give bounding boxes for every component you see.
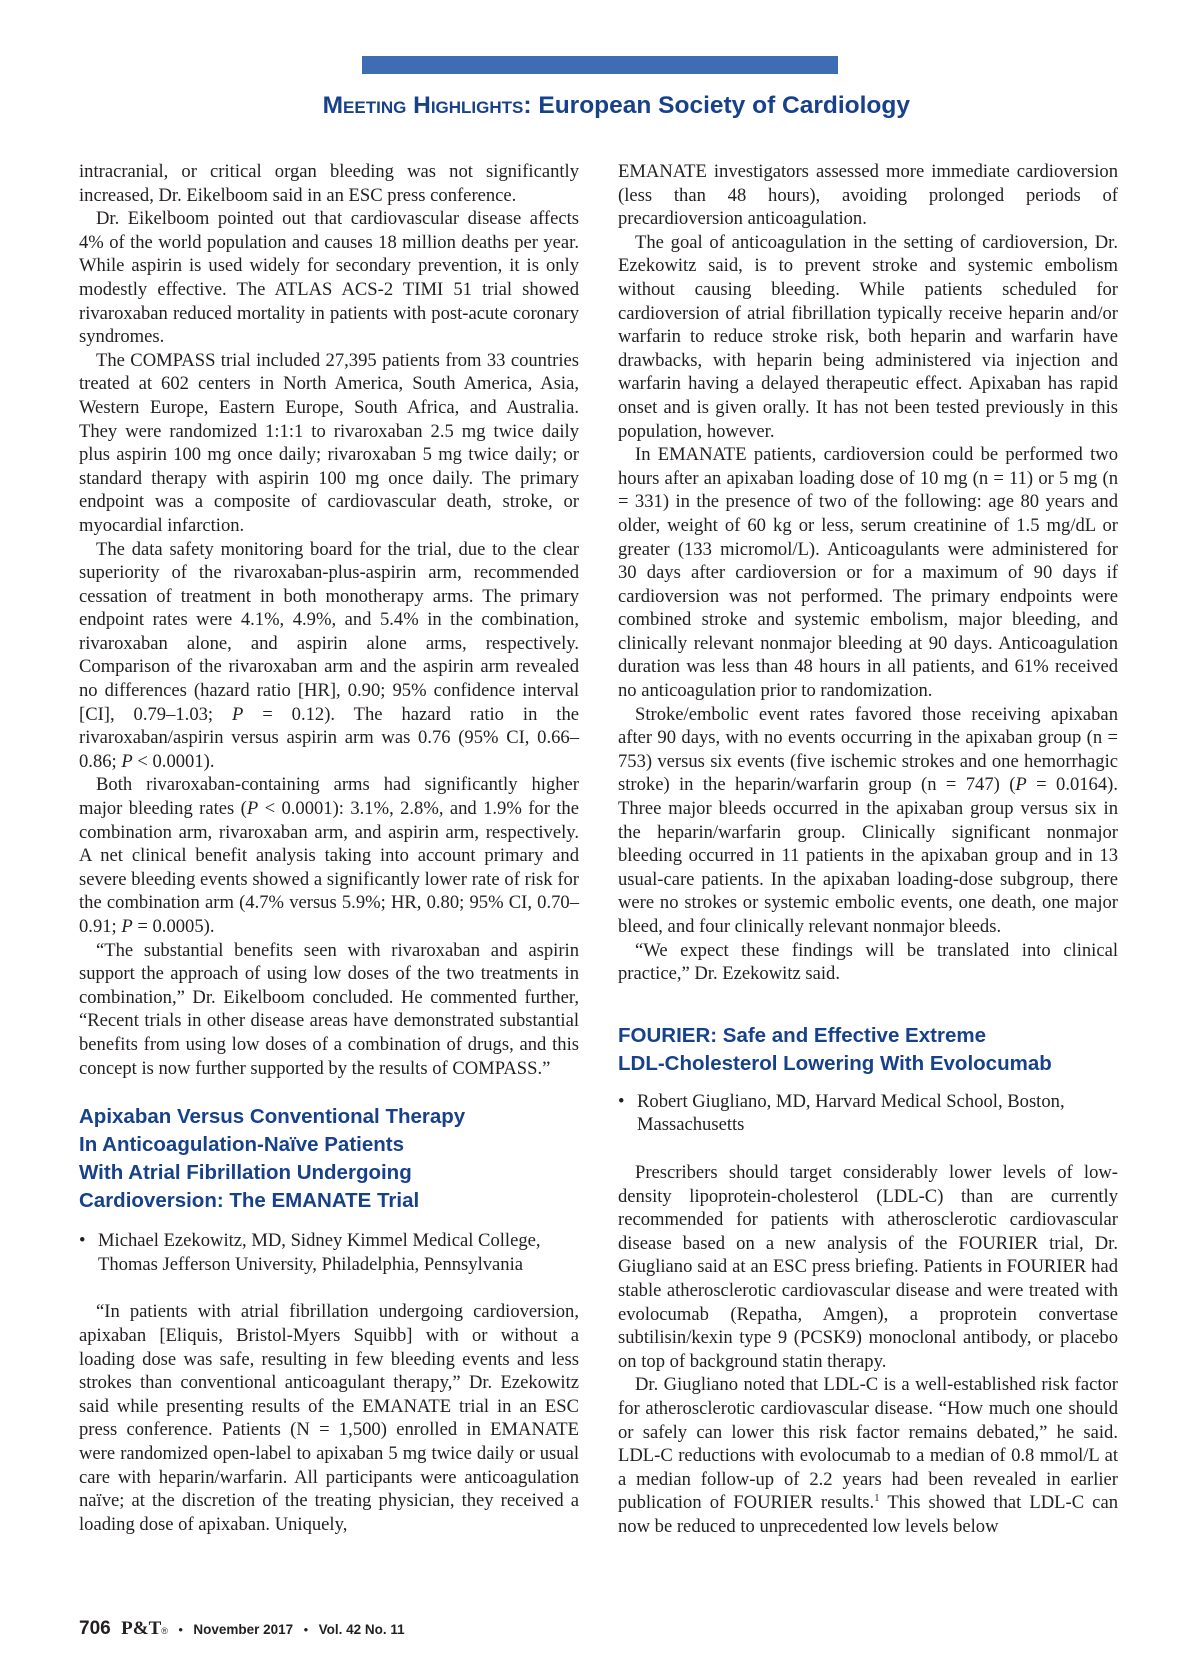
reference-superscript: 1 [874, 1492, 880, 1505]
left-paragraph-4 [79, 538, 579, 774]
left-paragraph-5 [79, 773, 579, 938]
heading-line: Cardioversion: The EMANATE Trial [79, 1189, 420, 1213]
right-paragraph-5: “We expect these findings will be translated into clinical practice,” Dr. Ezekowitz said. [618, 939, 1118, 985]
text-run: Stroke/embolic event rates favored those receiving apixaban after 90 days, with no events occurring in the apixaban group (n = 753) versus six events (five ischemic strokes and one hemorrhagic stroke) in the heparin/warfarin group (n = 747) ( [618, 703, 1118, 796]
text-run: = 0.12). The hazard ratio in the rivaroxaban/aspirin versus aspirin arm was 0.76 (95% CI, 0.66–0.86; [79, 703, 579, 772]
author-text: Michael Ezekowitz, MD, Sidney Kimmel Medical College, Thomas Jefferson University, Philadelphia, Pennsylvania [98, 1230, 541, 1275]
footer-bullet-icon: • [303, 1622, 309, 1637]
emanate-heading [79, 1103, 579, 1215]
left-column [79, 160, 579, 1536]
right-paragraph-1: EMANATE investigators assessed more immediate cardioversion (less than 48 hours), avoiding prolonged periods of precardioversion anticoagulation. [618, 161, 1118, 230]
left-paragraph-2: Dr. Eikelboom pointed out that cardiovascular disease affects 4% of the world population and causes 18 million deaths per year. While aspirin is used widely for secondary prevention, it is only modestly effective. The ATLAS ACS-2 TIMI 51 trial showed rivaroxaban reduced mortality in patients with post-acute coronary syndromes. [79, 208, 579, 348]
left-paragraph-6: “The substantial benefits seen with rivaroxaban and aspirin support the approach of using low doses of the two treatments in combination,” Dr. Eikelboom concluded. He commented further, “Recent trials in other disease areas have demonstrated substantial benefits from using low doses of a combination of drugs, and this concept is now further supported by the results of COMPASS.” [79, 939, 579, 1079]
p-value-symbol: P [232, 703, 244, 725]
right-column [618, 160, 1118, 1538]
p-value-symbol: P [121, 916, 133, 937]
text-run: = 0.0164). Three major bleeds occurred in the apixaban group versus six in the heparin/warfarin group. Clinically significant nonmajor bleeding occurred in 11 patients in the apixaban group and in 13 usual-care patients. In the apixaban loading-dose subgroup, there were no strokes or systemic embolic events, one death, one major bleed, and four clinically relevant nonmajor bleeds. [618, 774, 1118, 937]
text-run: = 0.0005). [132, 916, 215, 937]
heading-line: With Atrial Fibrillation Undergoing [79, 1161, 412, 1185]
text-run: Both rivaroxaban-containing arms had significantly higher major bleeding rates ( [79, 774, 579, 820]
header-rest: European Society of Cardiology [531, 92, 910, 119]
header-lead: Meeting Highlights [322, 92, 524, 119]
page-number: 706 [79, 1618, 111, 1639]
fourier-heading [618, 1022, 1118, 1078]
bullet-icon: • [618, 1090, 625, 1112]
heading-line: Apixaban Versus Conventional Therapy [79, 1105, 466, 1129]
right-paragraph-7 [618, 1373, 1118, 1538]
p-value-symbol: P [246, 798, 259, 820]
right-paragraph-6: Prescribers should target considerably lower levels of low-density lipoprotein-cholesterol (LDL-C) than are currently recommended for patients with atherosclerotic cardiovascular disease based on a new analysis of the FOURIER trial, Dr. Giugliano said at an ESC press briefing. Patients in FOURIER had stable atherosclerotic cardiovascular disease and were treated with evolocumab (Repatha, Amgen), a proprotein convertase subtilisin/kexin type 9 (PCSK9) monoclonal antibody, or placebo on top of background statin therapy. [618, 1161, 1118, 1372]
bullet-icon: • [79, 1230, 86, 1252]
left-paragraph-3: The COMPASS trial included 27,395 patients from 33 countries treated at 602 centers in North America, South America, Asia, Western Europe, Eastern Europe, South Africa, and Australia. They were randomized 1:1:1 to rivaroxaban 2.5 mg twice daily plus aspirin 100 mg once daily; rivaroxaban 5 mg twice daily; or standard therapy with aspirin 100 mg once daily. The primary endpoint was a composite of cardiovascular death, stroke, or myocardial infarction. [79, 349, 579, 536]
text-run: < 0.0001). [132, 750, 215, 772]
left-paragraph-1: intracranial, or critical organ bleeding was not significantly increased, Dr. Eikelboom said in an ESC press conference. [79, 161, 579, 206]
registered-mark: ® [161, 1626, 168, 1636]
p-value-symbol: P [121, 750, 133, 772]
heading-line: In Anticoagulation-Naïve Patients [79, 1133, 405, 1157]
right-paragraph-3: In EMANATE patients, cardioversion could be performed two hours after an apixaban loading dose of 10 mg (n = 11) or 5 mg (n = 331) in the presence of two of the following: age 80 years and older, weight of 60 kg or less, serum creatinine of 1.5 mg/dL or greater (133 micromol/L). Anticoagulants were administered for 30 days after cardioversion or for a maximum of 90 days if cardioversion was not performed. The primary endpoints were combined stroke and systemic embolism, major bleeding, and clinically relevant nonmajor bleeding at 90 days. Anticoagulation duration was less than 48 hours in all patients, and 61% received no anticoagulation prior to randomization. [618, 444, 1118, 702]
p-value-symbol: P [1015, 774, 1027, 796]
text-run: This showed that LDL-C can now be reduced to unprecedented low levels below [618, 1492, 1118, 1537]
issue-date: November 2017 [193, 1622, 294, 1637]
header-separator: : [523, 92, 532, 119]
page-footer [79, 1618, 405, 1640]
journal-name: P&T [121, 1618, 162, 1639]
text-run: < 0.0001): 3.1%, 2.8%, and 1.9% for the combination arm, rivaroxaban arm, and aspirin arm, respectively. A net clinical benefit analysis taking into account primary and severe bleeding events showed a significantly lower rate of risk for the combination arm (4.7% versus 5.9%; HR, 0.80; 95% CI, 0.70–0.91; [79, 798, 579, 937]
right-paragraph-4 [618, 703, 1118, 939]
left-paragraph-7: “In patients with atrial fibrillation undergoing cardioversion, apixaban [Eliquis, Bristol-Myers Squibb] with or without a loading dose was safe, resulting in few bleeding events and less strokes than conventional anticoagulant therapy,” Dr. Ezekowitz said while presenting results of the EMANATE trial in an ESC press conference. Patients (N = 1,500) enrolled in EMANATE were randomized open-label to apixaban 5 mg twice daily or usual care with heparin/warfarin. All participants were anticoagulation naïve; at the discretion of the treating physician, they received a loading dose of apixaban. Uniquely, [79, 1301, 579, 1535]
text-run: The data safety monitoring board for the trial, due to the clear superiority of the rivaroxaban-plus-aspirin arm, recommended cessation of treatment in both monotherapy arms. The primary endpoint rates were 4.1%, 4.9%, and 5.4% in the combination, rivaroxaban alone, and aspirin alone arms, respectively. Comparison of the rivaroxaban arm and the aspirin arm revealed no differences (hazard ratio [HR], 0.90; 95% confidence interval [CI], 0.79–1.03; [79, 538, 579, 725]
volume-number: Vol. 42 No. 11 [318, 1622, 405, 1637]
author-text: Robert Giugliano, MD, Harvard Medical School, Boston, Massachusetts [637, 1090, 1065, 1136]
heading-line: FOURIER: Safe and Effective Extreme [618, 1023, 986, 1047]
emanate-author [79, 1229, 579, 1276]
heading-line: LDL-Cholesterol Lowering With Evolocumab [618, 1051, 1052, 1075]
right-paragraph-2: The goal of anticoagulation in the setting of cardioversion, Dr. Ezekowitz said, is to prevent stroke and systemic embolism without causing bleeding. While patients scheduled for cardioversion of atrial fibrillation typically receive heparin and/or warfarin to reduce stroke risk, both heparin and warfarin have drawbacks, with heparin being administered via injection and warfarin having a delayed therapeutic effect. Apixaban has rapid onset and is given orally. It has not been tested previously in this population, however. [618, 231, 1118, 442]
header-color-bar [362, 56, 838, 74]
fourier-author [618, 1090, 1118, 1137]
text-run: Dr. Giugliano noted that LDL-C is a well-established risk factor for atherosclerotic cardiovascular disease. “How much one should or safely can lower this risk factor remains debated,” he said. LDL-C reductions with evolocumab to a median of 0.8 mmol/L at a median follow-up of 2.2 years had been revealed in earlier publication of FOURIER results. [618, 1374, 1118, 1514]
running-header [0, 92, 910, 120]
footer-bullet-icon: • [178, 1622, 183, 1637]
